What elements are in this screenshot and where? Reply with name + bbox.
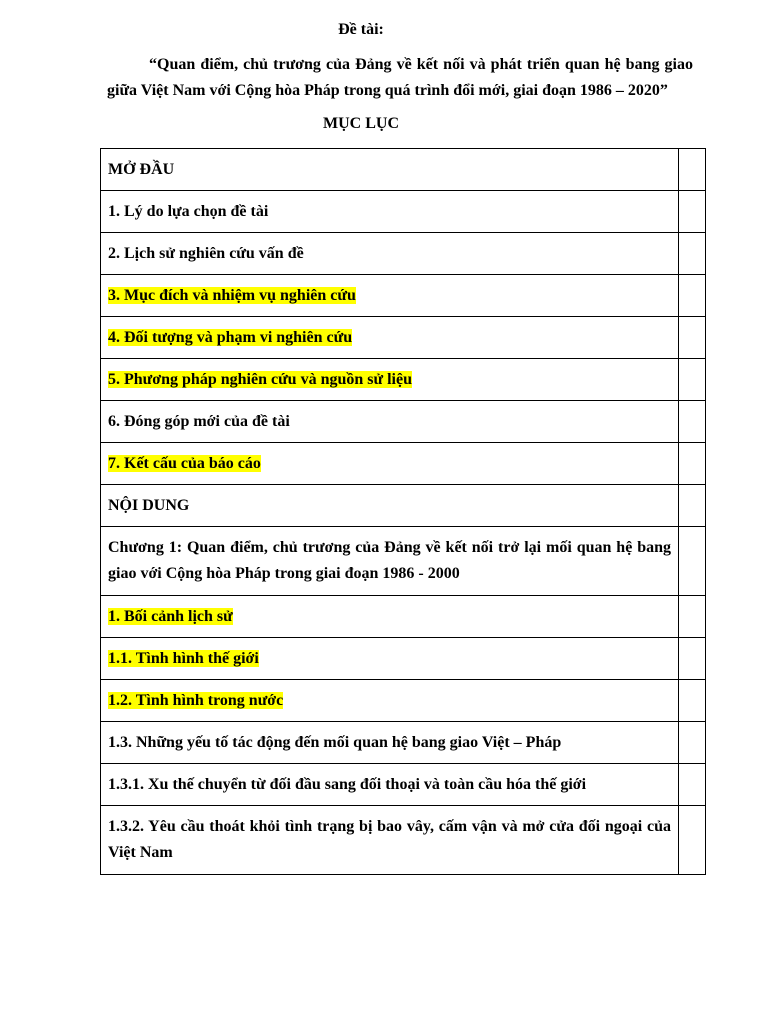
toc-entry-text (101, 233, 679, 275)
toc-row (101, 233, 706, 275)
toc-page-number (679, 680, 706, 722)
toc-entry-label: 2. Lịch sử nghiên cứu vấn đề (108, 244, 304, 262)
toc-entry-label-highlighted: 3. Mục đích và nhiệm vụ nghiên cứu (108, 286, 356, 304)
toc-entry-text (101, 359, 679, 401)
toc-row (101, 401, 706, 443)
toc-entry-label: 6. Đóng góp mới của đề tài (108, 412, 290, 430)
toc-page-number (679, 149, 706, 191)
toc-page-number (679, 722, 706, 764)
toc-row (101, 485, 706, 527)
toc-row (101, 149, 706, 191)
toc-row (101, 722, 706, 764)
toc-row (101, 359, 706, 401)
toc-row (101, 806, 706, 875)
topic-title: “Quan điểm, chủ trương của Đảng về kết nối và phát triển quan hệ bang giao giữa Việt Nam với Cộng hòa Pháp trong quá trình đổi mới, giai đoạn 1986 – 2020” (107, 56, 693, 99)
toc-page-number (679, 485, 706, 527)
toc-page-number (679, 233, 706, 275)
toc-entry-label: 1.3. Những yếu tố tác động đến mối quan hệ bang giao Việt – Pháp (108, 733, 562, 751)
toc-row (101, 596, 706, 638)
toc-entry-label-highlighted: 1.2. Tình hình trong nước (108, 691, 284, 709)
toc-heading: MỤC LỤC (323, 115, 399, 132)
toc-page-number (679, 638, 706, 680)
toc-row (101, 527, 706, 596)
toc-entry-text (101, 149, 679, 191)
toc-entry-text (101, 764, 679, 806)
toc-page-number (679, 191, 706, 233)
toc-entry-label-highlighted: 5. Phương pháp nghiên cứu và nguồn sử liệu (108, 370, 412, 388)
toc-row (101, 680, 706, 722)
toc-entry-label-highlighted: 7. Kết cấu của báo cáo (108, 454, 261, 472)
toc-entry-label: NỘI DUNG (108, 496, 190, 514)
toc-entry-label-highlighted: 4. Đối tượng và phạm vi nghiên cứu (108, 328, 353, 346)
toc-entry-label: 1.3.2. Yêu cầu thoát khỏi tình trạng bị bao vây, cấm vận và mở cửa đối ngoại của Việt Nam (108, 818, 671, 861)
toc-page-number (679, 443, 706, 485)
toc-row (101, 764, 706, 806)
toc-entry-label-highlighted: 1. Bối cảnh lịch sử (108, 607, 233, 625)
toc-page-number (679, 275, 706, 317)
toc-entry-text (101, 317, 679, 359)
toc-row (101, 275, 706, 317)
toc-row (101, 638, 706, 680)
toc-entry-text (101, 638, 679, 680)
toc-page-number (679, 527, 706, 596)
toc-entry-label: 1. Lý do lựa chọn đề tài (108, 202, 269, 220)
toc-entry-text (101, 401, 679, 443)
toc-row (101, 191, 706, 233)
toc-page-number (679, 359, 706, 401)
toc-row (101, 317, 706, 359)
toc-entry-text (101, 527, 679, 596)
toc-entry-text (101, 485, 679, 527)
toc-entry-label: 1.3.1. Xu thế chuyển từ đối đầu sang đối thoại và toàn cầu hóa thế giới (108, 775, 587, 793)
toc-page-number (679, 596, 706, 638)
toc-entry-text (101, 722, 679, 764)
toc-entry-label: Chương 1: Quan điểm, chủ trương của Đảng về kết nối trở lại mối quan hệ bang giao với Cộng hòa Pháp trong giai đoạn 1986 - 2000 (108, 539, 671, 582)
toc-page-number (679, 806, 706, 875)
toc-entry-label: MỞ ĐẦU (108, 160, 175, 178)
toc-page-number (679, 401, 706, 443)
toc-entry-text (101, 443, 679, 485)
toc-entry-text (101, 275, 679, 317)
toc-entry-label-highlighted: 1.1. Tình hình thế giới (108, 649, 259, 667)
toc-table (100, 148, 706, 875)
topic-label: Đề tài: (338, 21, 384, 38)
toc-page-number (679, 317, 706, 359)
toc-entry-text (101, 806, 679, 875)
toc-row (101, 443, 706, 485)
toc-entry-text (101, 596, 679, 638)
toc-entry-text (101, 191, 679, 233)
toc-entry-text (101, 680, 679, 722)
toc-page-number (679, 764, 706, 806)
